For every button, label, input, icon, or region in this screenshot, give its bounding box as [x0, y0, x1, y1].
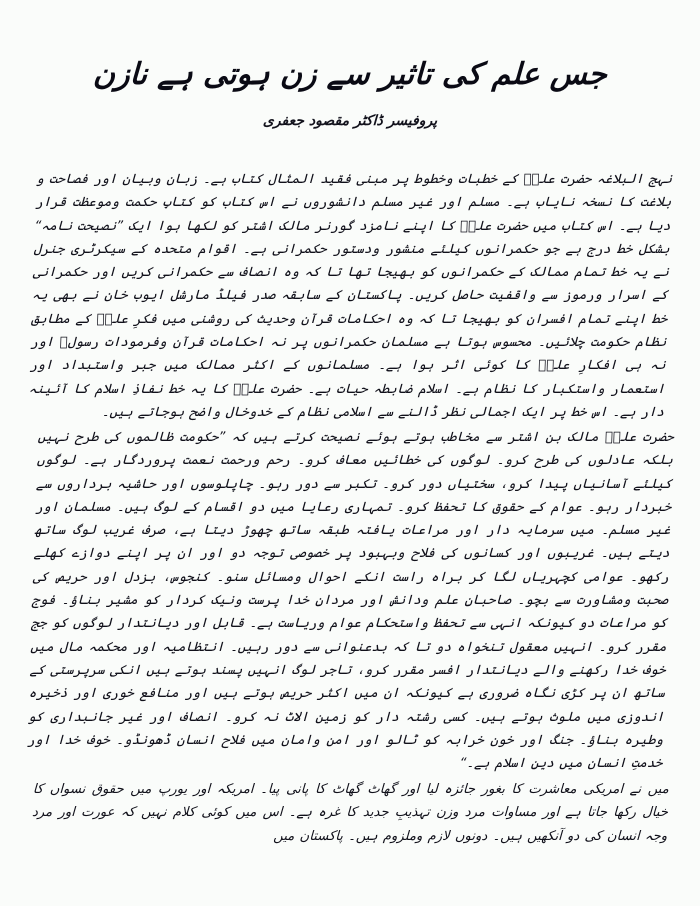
article-body [26, 168, 674, 848]
author-byline: پروفیسر ڈاکٹر مقصود جعفری [262, 113, 438, 129]
title-block [0, 0, 700, 129]
page-title: جس علم کی تاثیر سے زن ہوتی ہے نازن [92, 57, 608, 92]
body-paragraph-2: حضرت علیؓ مالک بن اشتر سے مخاطب ہوتے ہوئے نصیحت کرتے ہیں کہ ”حکومت ظالموں کی طرح نہیں بلکہ عادلوں کی طرح کرو۔ لوگوں کی خطائیں معاف کرو۔ رحم ورحمت نعمت پروردگار ہے۔ لوگوں کیلئے آسانیاں پیدا کرو، سختیاں دور کرو۔ تکبر سے دور رہو۔ چاپلوسوں اور حاشیہ برداروں سے خبردار رہو۔ عوام کے حقوق کا تحفظ کرو۔ تمہاری رعایا میں دو اقسام کے لوگ ہیں۔ مسلمان اور غیر مسلم۔ میں سرمایہ دار اور مراعات یافتہ طبقہ ساتھ چھوڑ دیتا ہے، صرف غریب لوگ ساتھ دیتے ہیں۔ غریبوں اور کسانوں کی فلاح وبہبود پر خصوصی توجہ دو اور ان پر اپنے دوازے کھلے رکھو۔ عوامی کچہریاں لگا کر براہ راست انکے احوال ومسائل سنو۔ کنجوس، بزدل اور حریص کی صحبت ومشاورت سے بچو۔ صاحبانِ علم ودانش اور مردانِ خدا پرست ونیک کردار کو مشیر بناؤ۔ فوج کو مراعات دو کیونکہ انہی سے تحفظ واستحکام عوام وریاست ہے۔ قابل اور دیانتدار لوگوں کو جج مقرر کرو۔ انہیں معقول تنخواہ دو تا کہ بدعنوانی سے دور رہیں۔ انتظامیہ اور محکمہ مال میں خوف خدا رکھنے والے دیانتدار افسر مقرر کرو، تاجر لوگ انہیں پسند ہوتے ہیں انکی سرپرستی کے ساتھ ان پر کڑی نگاہ ضروری ہے کیونکہ ان میں اکثر حریص ہوتے ہیں اور منافع خوری اور ذخیرہ اندوزی میں ملوث ہوتے ہیں۔ کسی رشتہ دار کو زمین الاٹ نہ کرو۔ انصاف اور غیر جانبداری کو وطیرہ بناؤ۔ جنگ اور خون خرابہ کو ٹالو اور امن وامان میں فلاح انسان ڈھونڈو۔ خوف خدا اور خدمتِ انسان میں دینِ اسلام ہے۔“ [26, 430, 674, 772]
body-paragraph-1: نہج البلاغہ حضرت علیؓ کے خطبات وخطوط پر مبنی فقید المثال کتاب ہے۔ زبان وبیان اور فصاحت و بلاغت کا نسخہ نایاب ہے۔ مسلم اور غیر مسلم دانشوروں نے اس کتاب کو کتابِ حکمت وموعظت قرار دیا ہے۔ اس کتاب میں حضرت علیؓ کا اپنے نامزد گورنر مالک اشتر کو لکھا ہوا ایک ”نصیحت نامہ“ بشکل خط درج ہے جو حکمرانوں کیلئے منشور ودستور حکمرانی ہے۔ اقوام متحدہ کے سیکرٹری جنرل نے یہ خط تمام ممالک کے حکمرانوں کو بھیجا تھا تا کہ وہ انصاف سے حکمرانی کریں اور حکمرانی کے اسرار ورموز سے واقفیت حاصل کریں۔ پاکستان کے سابقہ صدر فیلڈ مارشل ایوب خان نے بھی یہ خط اپنے تمام افسران کو بھیجا تا کہ وہ احکامات قرآن وحدیث کی روشنی میں فکرِ علیؓ کے مطابق نظام حکومت چلائیں۔ محسوس ہوتا ہے مسلمان حکمرانوں پر نہ احکامات قرآن وفرمودات رسولﷺ اور نہ ہی افکارِ علیؓ کا کوئی اثر ہوا ہے۔ مسلمانوں کے اکثر ممالک میں جبر واستبداد اور استعمار واستکبار کا نظام ہے۔ اسلام ضابطہ حیات ہے۔ حضرت علیؓ کا یہ خط نفاذِ اسلام کا آئینہ دار ہے۔ اس خط پر ایک اجمالی نظر ڈالنے سے اسلامی نظام کے خدوخال واضح ہوجاتے ہیں۔ [28, 172, 673, 420]
body-paragraph-3: میں نے امریکی معاشرت کا بغور جائزہ لیا اور گھاٹ گھاٹ کا پانی پیا۔ امریکہ اور یورپ میں حقوق نسواں کا خیال رکھا جاتا ہے اور مساوات مرد وزن تہذیبِ جدید کا غرہ ہے۔ اس میں کوئی کلام نہیں کہ عورت اور مرد وجہ انسان کی دو آنکھیں ہیں۔ دونوں لازم وملزوم ہیں۔ پاکستان میں [31, 781, 670, 844]
